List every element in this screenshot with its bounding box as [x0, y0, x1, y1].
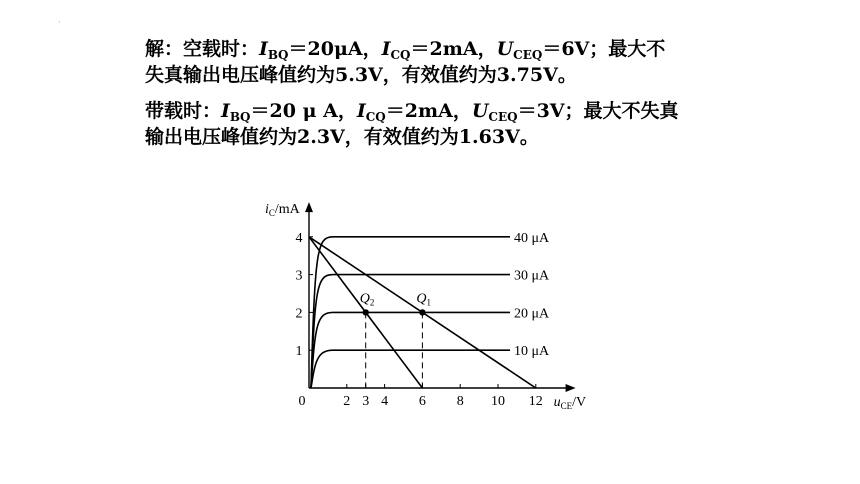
origin-label: 0	[298, 394, 306, 409]
with-load-prefix: 带载时：	[145, 100, 222, 122]
x-tick-label-8: 8	[456, 394, 464, 409]
no-load-prefix: 解：空载时：	[145, 38, 260, 60]
y-tick-label-2: 2	[295, 306, 303, 322]
uceq-subscript: CEQ	[513, 48, 543, 62]
q-point-label-2: $Q_2$	[359, 291, 375, 308]
ibq-value: ＝20μA，	[288, 38, 382, 60]
uceq-subscript: CEQ	[488, 110, 518, 124]
ibq-symbol: I	[221, 100, 230, 122]
x-tick-label-2: 2	[343, 394, 351, 409]
ibq-value: ＝20 μ A，	[250, 100, 357, 122]
y-tick-label-1: 1	[295, 344, 303, 360]
uceq-symbol: U	[496, 38, 514, 60]
q-point-label-1: $Q_1$	[416, 291, 432, 308]
icq-subscript: CQ	[365, 110, 386, 124]
no-load-line-2: 失真输出电压峰值约为5.3V，有效值约为3.75V。	[145, 64, 577, 86]
curve-label-4: 40 μA	[514, 230, 550, 246]
x-tick-label-6: 6	[418, 394, 426, 409]
icq-value: ＝2mA，	[410, 38, 497, 60]
uceq-symbol: U	[471, 100, 489, 122]
curve-label-3: 30 μA	[514, 268, 550, 284]
ibq-subscript: BQ	[229, 110, 251, 124]
q-point-2	[363, 309, 369, 315]
curve-label-2: 20 μA	[514, 306, 550, 322]
icq-subscript: CQ	[390, 48, 411, 62]
y-axis-label: $i_C/mA$	[265, 202, 300, 219]
q-point-1	[419, 309, 425, 315]
corner-mark: ·	[58, 18, 61, 27]
y-tick-label-3: 3	[295, 268, 303, 284]
ibq-subscript: BQ	[267, 48, 289, 62]
icq-symbol: I	[356, 100, 366, 122]
x-tick-label-12: 12	[528, 394, 543, 409]
y-axis-arrow	[305, 202, 313, 212]
ibq-symbol: I	[259, 38, 268, 60]
x-tick-label-3: 3	[362, 394, 370, 409]
icq-symbol: I	[381, 38, 391, 60]
y-tick-label-4: 4	[295, 230, 303, 246]
uceq-value: ＝3V；最大不失真	[517, 100, 679, 122]
icq-value: ＝2mA，	[385, 100, 472, 122]
curve-label-1: 10 μA	[514, 344, 550, 360]
x-axis-arrow	[566, 384, 576, 392]
uceq-value: ＝6V；最大不	[542, 38, 666, 60]
x-tick-label-10: 10	[491, 394, 505, 409]
characteristic-curve-1	[311, 350, 510, 388]
x-axis-label: $u_{CE}/V$	[553, 395, 587, 411]
with-load-line-2: 输出电压峰值约为2.3V，有效值约为1.63V。	[145, 126, 539, 148]
x-tick-label-4: 4	[381, 394, 389, 409]
